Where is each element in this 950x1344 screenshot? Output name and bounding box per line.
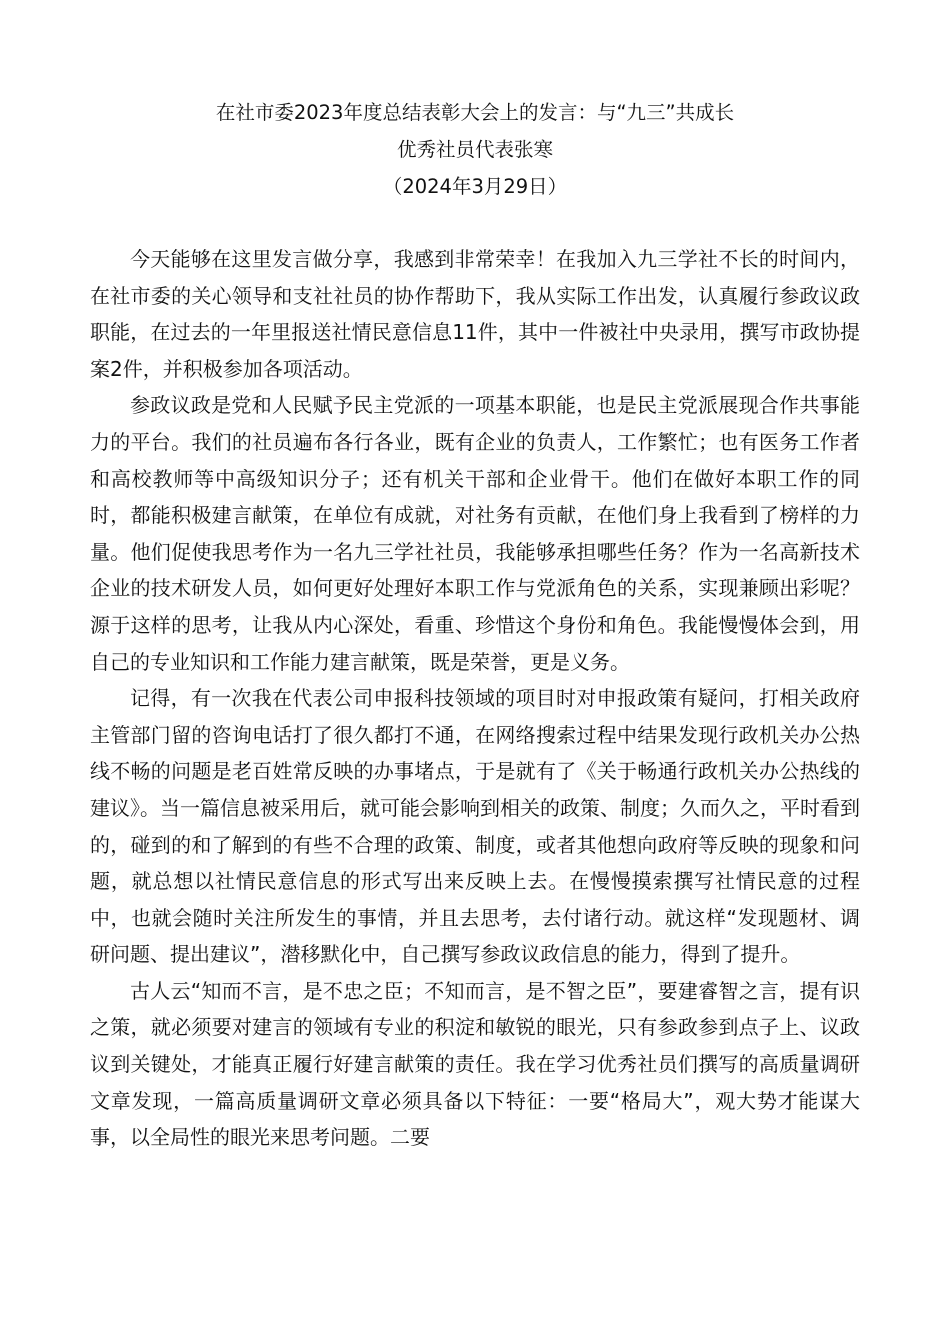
paragraph: 古人云“知而不言，是不忠之臣；不知而言，是不智之臣”，要建睿智之言，提有识之策，就必须要对建言的领域有专业的积淀和敏锐的眼光，只有参政参到点子上、议政议到关键处，才能真正履行好建言献策的责任。我在学习优秀社员们撰写的高质量调研文章发现，一篇高质量调研文章必须具备以下特征：一要“格局大”，观大势才能谋大事，以全局性的眼光来思考问题。二要	[90, 978, 860, 1150]
paragraph: 记得，有一次我在代表公司申报科技领域的项目时对申报政策有疑问，打相关政府主管部门留的咨询电话打了很久都打不通，在网络搜索过程中结果发现行政机关办公热线不畅的问题是老百姓常反映的办事堵点，于是就有了《关于畅通行政机关办公热线的建议》。当一篇信息被采用后，就可能会影响到相关的政策、制度；久而久之，平时看到的，碰到的和了解到的有些不合理的政策、制度，或者其他想向政府等反映的现象和问题，就总想以社情民意信息的形式写出来反映上去。在慢慢摸索撰写社情民意的过程中，也就会随时关注所发生的事情，并且去思考，去付诸行动。就这样“发现题材、调研问题、提出建议”，潜移默化中，自己撰写参政议政信息的能力，得到了提升。	[90, 686, 860, 967]
document-body	[90, 241, 860, 1156]
paragraph: 今天能够在这里发言做分享，我感到非常荣幸！在我加入九三学社不长的时间内，在社市委的关心领导和支社社员的协作帮助下，我从实际工作出发，认真履行参政议政职能，在过去的一年里报送社情民意信息11件，其中一件被社中央录用，撰写市政协提案2件，并积极参加各项活动。	[90, 247, 860, 381]
document-title: 在社市委2023年度总结表彰大会上的发言：与“九三”共成长	[215, 101, 735, 124]
speaker-line: 优秀社员代表张寒	[396, 138, 553, 161]
speech-date: （2024年3月29日）	[382, 175, 568, 198]
document-header	[0, 94, 950, 205]
paragraph: 参政议政是党和人民赋予民主党派的一项基本职能，也是民主党派展现合作共事能力的平台。我们的社员遍布各行各业，既有企业的负责人，工作繁忙；也有医务工作者和高校教师等中高级知识分子；还有机关干部和企业骨干。他们在做好本职工作的同时，都能积极建言献策，在单位有成就，对社务有贡献，在他们身上我看到了榜样的力量。他们促使我思考作为一名九三学社社员，我能够承担哪些任务？作为一名高新技术企业的技术研发人员，如何更好处理好本职工作与党派角色的关系，实现兼顾出彩呢？源于这样的思考，让我从内心深处，看重、珍惜这个身份和角色。我能慢慢体会到，用自己的专业知识和工作能力建言献策，既是荣誉，更是义务。	[90, 393, 860, 674]
